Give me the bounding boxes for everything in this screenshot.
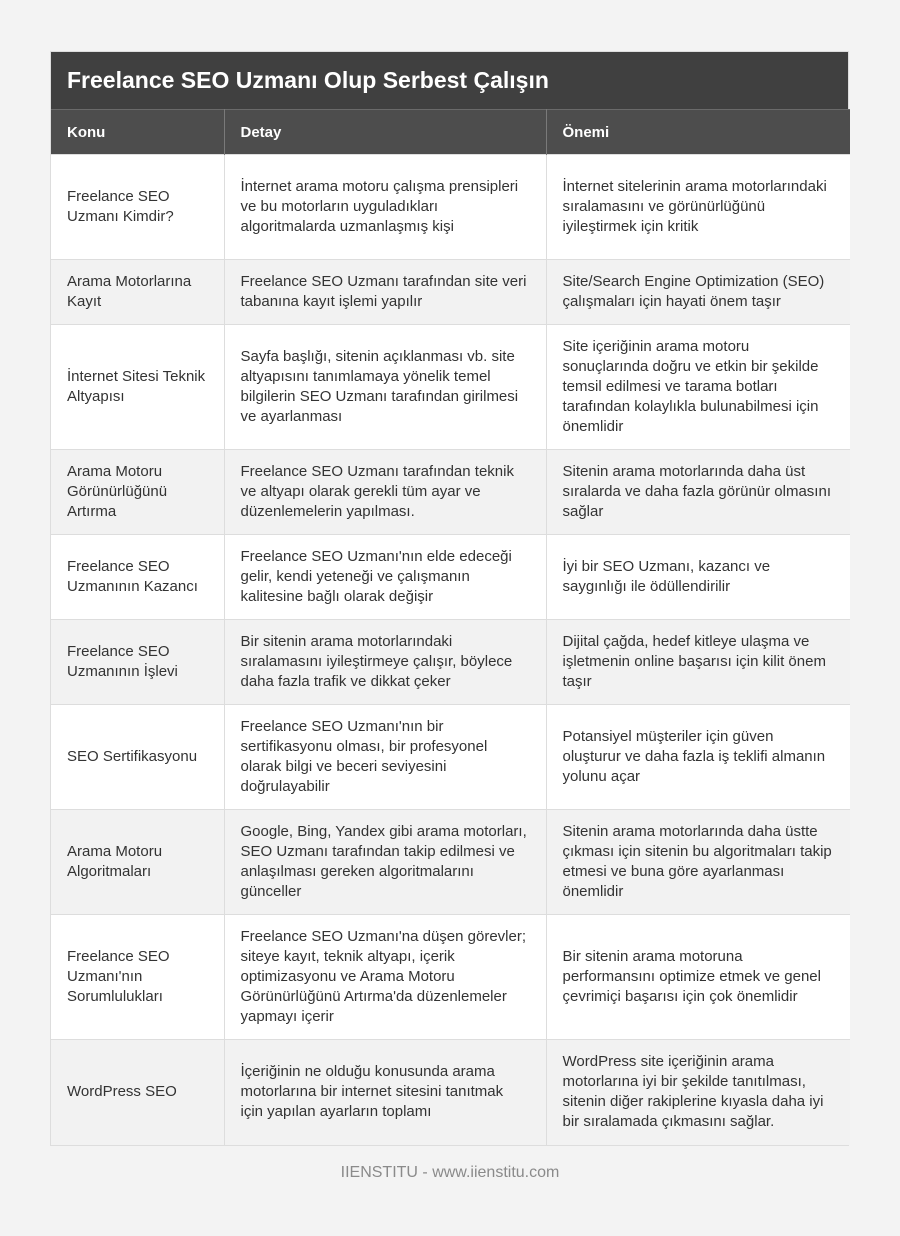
cell-detay: Freelance SEO Uzmanı'nın elde edeceği gelir, kendi yeteneği ve çalışmanın kalitesine bağlı olarak değişir [224, 535, 546, 620]
table-row [51, 450, 850, 535]
cell-detay: Freelance SEO Uzmanı'nın bir sertifikasyonu olması, bir profesyonel olarak bilgi ve beceri seviyesini doğrulayabilir [224, 705, 546, 810]
cell-onemi: Sitenin arama motorlarında daha üstte çıkması için sitenin bu algoritmaları takip etmesi ve buna göre ayarlanması önemlidir [546, 810, 850, 915]
table-row [51, 260, 850, 325]
footer-credit: IIENSTITU - www.iienstitu.com [340, 1164, 560, 1181]
cell-onemi: Potansiyel müşteriler için güven oluşturur ve daha fazla iş teklifi almanın yolunu açar [546, 705, 850, 810]
table-row [51, 155, 850, 260]
content-card [50, 51, 849, 1146]
cell-onemi: İnternet sitelerinin arama motorlarındaki sıralamasını ve görünürlüğünü iyileştirmek için kritik [546, 155, 850, 260]
column-header-onemi: Önemi [546, 110, 850, 155]
table-row [51, 915, 850, 1040]
table-row [51, 810, 850, 915]
cell-konu: WordPress SEO [51, 1040, 224, 1145]
table-row [51, 535, 850, 620]
cell-detay: Bir sitenin arama motorlarındaki sıralamasını iyileştirmeye çalışır, böylece daha fazla trafik ve dikkat çeker [224, 620, 546, 705]
cell-konu: SEO Sertifikasyonu [51, 705, 224, 810]
cell-onemi: Bir sitenin arama motoruna performansını optimize etmek ve genel çevrimiçi başarısı için çok önemlidir [546, 915, 850, 1040]
cell-detay: Google, Bing, Yandex gibi arama motorları, SEO Uzmanı tarafından takip edilmesi ve anlaşılması gereken algoritmalarını günceller [224, 810, 546, 915]
table-row [51, 325, 850, 450]
cell-detay: Freelance SEO Uzmanı tarafından teknik ve altyapı olarak gerekli tüm ayar ve düzenlemelerin yapılması. [224, 450, 546, 535]
cell-onemi: Sitenin arama motorlarında daha üst sıralarda ve daha fazla görünür olmasını sağlar [546, 450, 850, 535]
cell-onemi: Site/Search Engine Optimization (SEO) çalışmaları için hayati önem taşır [546, 260, 850, 325]
column-header-detay: Detay [224, 110, 546, 155]
cell-detay: İçeriğinin ne olduğu konusunda arama motorlarına bir internet sitesini tanıtmak için yapılan ayarların toplamı [224, 1040, 546, 1145]
cell-onemi: Dijital çağda, hedef kitleye ulaşma ve işletmenin online başarısı için kilit önem taşır [546, 620, 850, 705]
cell-detay: Freelance SEO Uzmanı tarafından site veri tabanına kayıt işlemi yapılır [224, 260, 546, 325]
cell-onemi: Site içeriğinin arama motoru sonuçlarında doğru ve etkin bir şekilde temsil edilmesi ve tarama botları tarafından kolaylıkla bulunabilmesi için önemlidir [546, 325, 850, 450]
table-row [51, 1040, 850, 1145]
cell-detay: Freelance SEO Uzmanı'na düşen görevler; siteye kayıt, teknik altyapı, içerik optimizasyonu ve Arama Motoru Görünürlüğünü Artırma'da düzenlemeler yapmayı içerir [224, 915, 546, 1040]
table-header-row [51, 110, 850, 155]
cell-onemi: İyi bir SEO Uzmanı, kazancı ve saygınlığı ile ödüllendirilir [546, 535, 850, 620]
cell-konu: Freelance SEO Uzmanının İşlevi [51, 620, 224, 705]
cell-detay: Sayfa başlığı, sitenin açıklanması vb. site altyapısını tanımlamaya yönelik temel bilgilerin SEO Uzmanı tarafından girilmesi ve ayarlanması [224, 325, 546, 450]
cell-detay: İnternet arama motoru çalışma prensipleri ve bu motorların uyguladıkları algoritmalarda uzmanlaşmış kişi [224, 155, 546, 260]
page-title: Freelance SEO Uzmanı Olup Serbest Çalışın [51, 52, 848, 109]
cell-konu: Freelance SEO Uzmanı Kimdir? [51, 155, 224, 260]
column-header-konu: Konu [51, 110, 224, 155]
table-row [51, 620, 850, 705]
cell-konu: Freelance SEO Uzmanı'nın Sorumlulukları [51, 915, 224, 1040]
cell-konu: İnternet Sitesi Teknik Altyapısı [51, 325, 224, 450]
cell-konu: Freelance SEO Uzmanının Kazancı [51, 535, 224, 620]
cell-konu: Arama Motorlarına Kayıt [51, 260, 224, 325]
cell-konu: Arama Motoru Algoritmaları [51, 810, 224, 915]
cell-onemi: WordPress site içeriğinin arama motorlarına iyi bir şekilde tanıtılması, sitenin diğer rakiplerine kıyasla daha iyi bir sıralamada çıkmasını sağlar. [546, 1040, 850, 1145]
cell-konu: Arama Motoru Görünürlüğünü Artırma [51, 450, 224, 535]
info-table [51, 109, 850, 1145]
table-row [51, 705, 850, 810]
